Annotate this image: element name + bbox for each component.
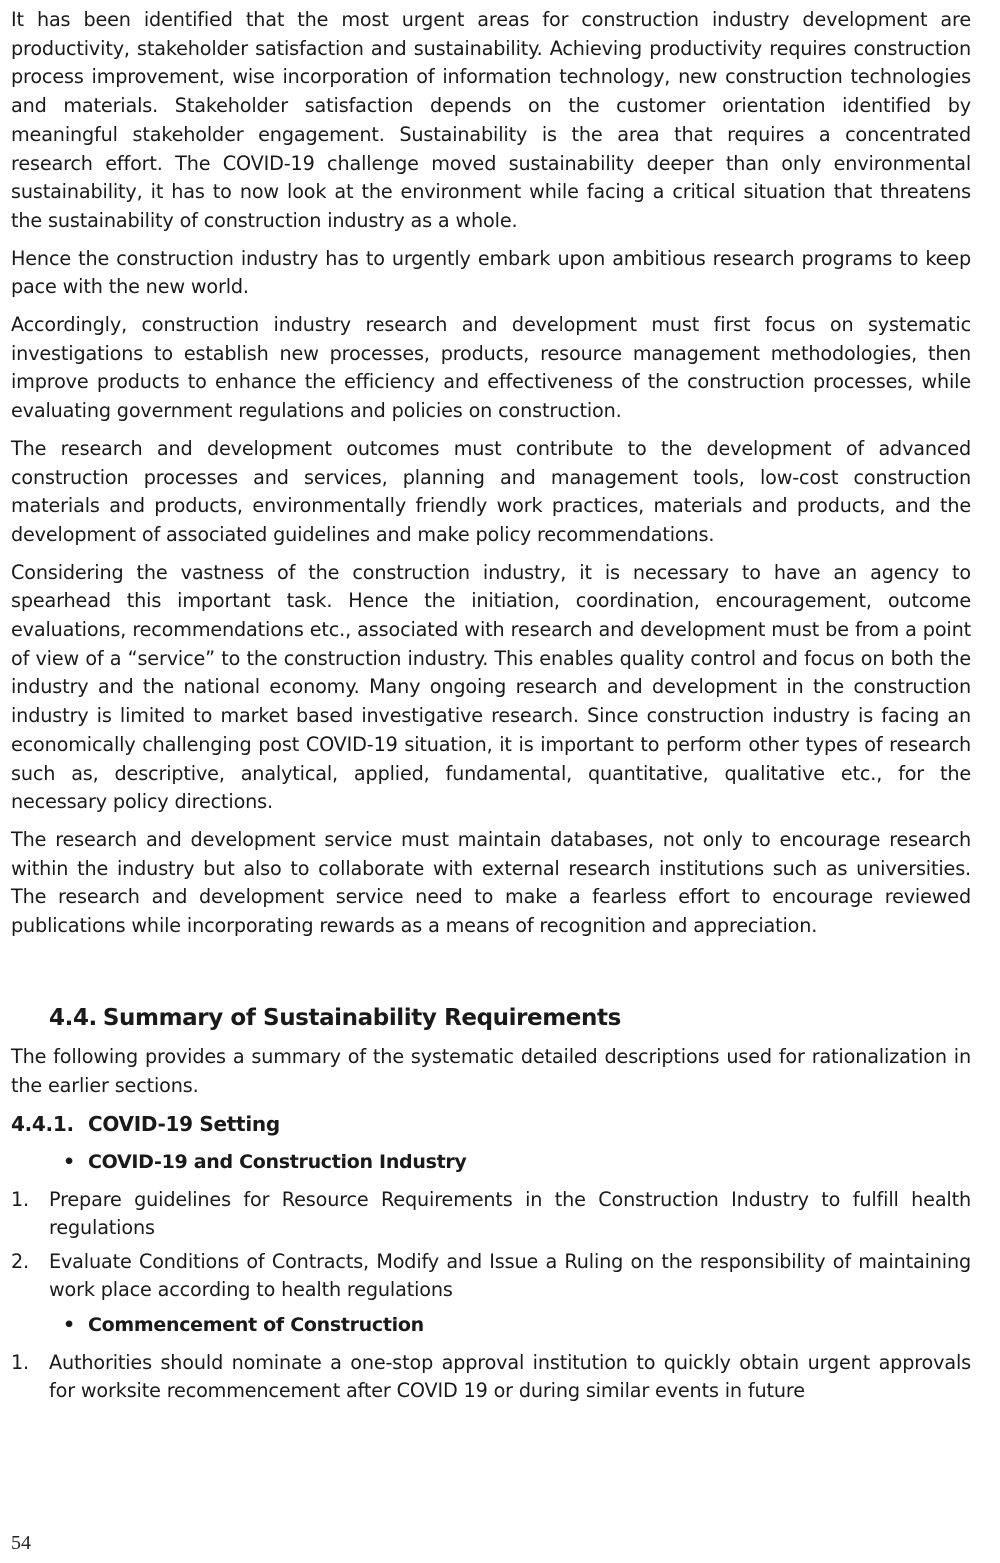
bullet-heading — [11, 1148, 971, 1176]
list-item-text: Prepare guidelines for Resource Requirements in the Construction Industry to fulfill health regulations — [49, 1188, 971, 1239]
bullet-heading — [11, 1311, 971, 1339]
list-item-text: Evaluate Conditions of Contracts, Modify and Issue a Ruling on the responsibility of maintaining work place according to health regulations — [49, 1250, 971, 1301]
bullet-icon: • — [63, 1314, 75, 1337]
body-paragraph: Hence the construction industry has to urgently embark upon ambitious research programs to keep pace with the new world. — [11, 246, 971, 299]
bullet-heading-text: COVID-19 and Construction Industry — [88, 1151, 467, 1174]
body-paragraph: The research and development outcomes must contribute to the development of advanced construction processes and services, planning and management tools, low-cost construction materials and products, environmentally friendly work practices, materials and products, and the development of associated guidelines and make policy recommendations. — [11, 436, 971, 546]
list-item-number: 1. — [11, 1351, 30, 1375]
subsection-heading — [11, 1110, 971, 1138]
list-item-text: Authorities should nominate a one-stop approval institution to quickly obtain urgent approvals for worksite recommencement after COVID 19 or during similar events in future — [49, 1351, 971, 1402]
list-item — [11, 1248, 971, 1303]
section-title: Summary of Sustainability Requirements — [102, 1004, 621, 1031]
section-intro: The following provides a summary of the systematic detailed descriptions used for rationalization in the earlier sections. — [11, 1044, 971, 1097]
body-paragraph: Accordingly, construction industry research and development must first focus on systematic investigations to establish new processes, products, resource management methodologies, then improve products to enhance the efficiency and effectiveness of the construction processes, while evaluating government regulations and policies on construction. — [11, 313, 971, 423]
page-number: 54 — [11, 1532, 31, 1554]
numbered-list — [11, 1186, 971, 1303]
body-paragraph: It has been identified that the most urgent areas for construction industry development are productivity, stakeholder satisfaction and sustainability. Achieving productivity requires construction process improvement, wise incorporation of information technology, new construction technologies and materials. Stakeholder satisfaction depends on the customer orientation identified by meaningful stakeholder engagement. Sustainability is the area that requires a concentrated research effort. The COVID-19 challenge moved sustainability deeper than only environmental sustainability, it has to now look at the environment while facing a critical situation that threatens the sustainability of construction industry as a whole. — [11, 8, 971, 232]
body-paragraph: The research and development service must maintain databases, not only to encourage research within the industry but also to collaborate with external research institutions such as universities. The research and development service need to make a fearless effort to encourage reviewed publications while incorporating rewards as a means of recognition and appreciation. — [11, 827, 971, 938]
subsection-title: COVID-19 Setting — [88, 1112, 280, 1137]
section-heading — [49, 1003, 971, 1033]
list-item-number: 1. — [11, 1188, 30, 1212]
subsection-number: 4.4.1. — [11, 1112, 74, 1137]
bullet-icon: • — [63, 1151, 75, 1174]
list-item — [11, 1349, 971, 1404]
bullet-heading-text: Commencement of Construction — [88, 1314, 424, 1337]
numbered-list — [11, 1349, 971, 1404]
section-number: 4.4. — [49, 1004, 97, 1031]
list-item-number: 2. — [11, 1250, 30, 1274]
document-page — [11, 6, 971, 1411]
body-paragraph: Considering the vastness of the construction industry, it is necessary to have an agency to spearhead this important task. Hence the initiation, coordination, encouragement, outcome evaluations, recommendations etc., associated with research and development must be from a point of view of a “service” to the construction industry. This enables quality control and focus on both the industry and the national economy. Many ongoing research and development in the construction industry is limited to market based investigative research. Since construction industry is facing an economically challenging post COVID-19 situation, it is important to perform other types of research such as, descriptive, analytical, applied, fundamental, quantitative, qualitative etc., for the necessary policy directions. — [11, 560, 971, 814]
list-item — [11, 1186, 971, 1241]
